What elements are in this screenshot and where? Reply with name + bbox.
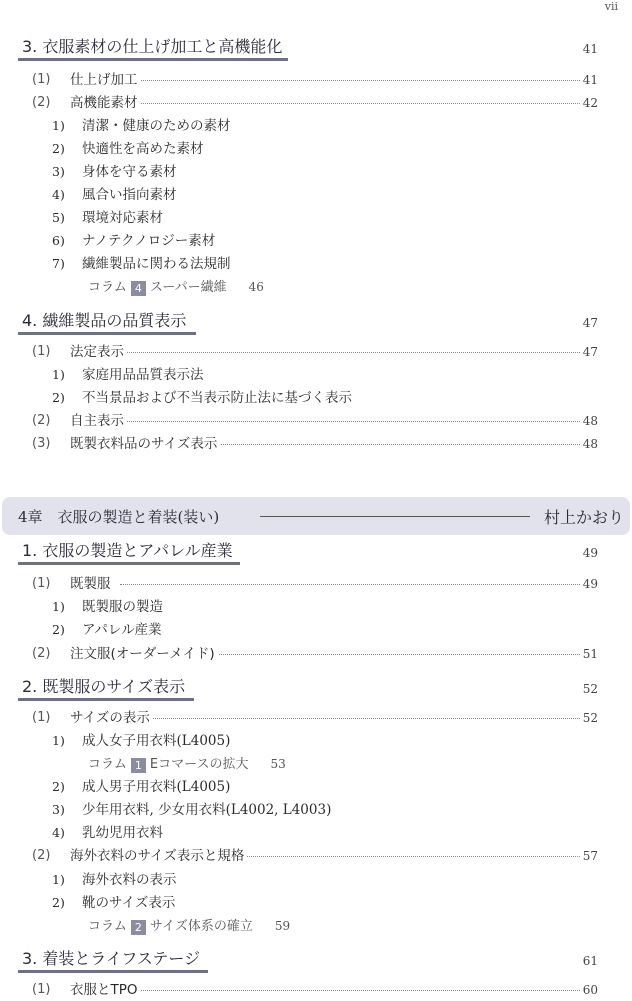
page-number: 42 [580,92,598,114]
toc-col-row[interactable] [0,915,632,937]
toc-item-row[interactable] [0,230,632,252]
subsection-title: 自主表示 [70,410,127,432]
column-label: コラム [88,280,127,295]
toc-item-row[interactable] [0,799,632,821]
item-title: 成人女子用衣料(L4005) [82,733,231,749]
page-number: 48 [580,410,598,432]
column-label: コラム [88,757,127,772]
item-title: 家庭用品品質表示法 [82,367,204,383]
item-title: 快適性を高めた素材 [82,141,204,157]
toc-item-row[interactable] [0,387,632,409]
page-number: 52 [580,707,598,729]
toc-item-row[interactable] [0,730,632,752]
toc-sub-row[interactable] [0,410,632,432]
item-title: 乳幼児用衣料 [82,825,163,841]
subsection-number: (2) [32,848,51,863]
column-label: コラム [88,919,127,934]
item-title: 身体を守る素材 [82,164,177,180]
subsection-number: (3) [32,436,51,451]
subsection-number: (1) [32,344,51,359]
toc-sub-row[interactable] [0,92,632,114]
item-number: 2) [52,622,65,637]
toc-sub-row[interactable] [0,573,632,595]
item-title: 繊維製品に関わる法規制 [82,256,231,272]
subsection-title: 海外衣料のサイズ表示と規格 [70,845,247,867]
toc-sub-row[interactable] [0,979,632,1001]
dot-leader [120,421,592,422]
subsection-number: (2) [32,95,51,110]
toc-item-row[interactable] [0,138,632,160]
item-number: 1) [52,733,65,748]
chapter-author: 村上かおり [543,508,624,527]
toc-sec-row[interactable] [0,678,632,700]
item-number: 7) [52,256,65,271]
subsection-number: (1) [32,72,51,87]
item-number: 5) [52,210,65,225]
item-title: 既製服の製造 [82,599,163,615]
subsection-number: (1) [32,576,51,591]
dot-leader [120,990,592,991]
item-number: 2) [52,895,65,910]
item-number: 1) [52,599,65,614]
item-title: 風合い指向素材 [82,187,177,203]
toc-col-row[interactable] [0,753,632,775]
toc-item-row[interactable] [0,207,632,229]
toc-sub-row[interactable] [0,643,632,665]
item-title: アパレル産業 [82,622,162,638]
column-entry [88,276,264,299]
column-title: スーパー繊維 [149,280,227,295]
toc-sub-row[interactable] [0,69,632,91]
dot-leader [120,584,592,585]
subsection-number: (2) [32,646,51,661]
section-title: 2. 既製服のサイズ表示 [22,677,186,696]
subsection-title: 既製衣料品のサイズ表示 [70,433,220,455]
column-title: サイズ体系の確立 [149,919,253,934]
section-underline [18,562,240,565]
item-number: 4) [52,825,65,840]
column-entry [88,753,286,776]
toc-item-row[interactable] [0,869,632,891]
page-number: 49 [580,542,598,564]
item-title: 靴のサイズ表示 [82,895,176,911]
toc-sec-row[interactable] [0,950,632,972]
item-title: 海外衣料の表示 [82,872,177,888]
toc-item-row[interactable] [0,184,632,206]
toc-sub-row[interactable] [0,707,632,729]
toc-sec-row[interactable] [0,312,632,334]
item-title: 清潔・健康のための素材 [82,118,231,134]
subsection-title: 仕上げ加工 [70,69,141,91]
page-number: 41 [580,69,598,91]
item-title: ナノテクノロジー素材 [82,233,216,249]
dot-leader [120,352,592,353]
toc-item-row[interactable] [0,161,632,183]
subsection-title: 注文服(オーダーメイド) [70,643,218,665]
chapter-rule [260,516,530,517]
item-number: 1) [52,367,65,382]
section-underline [18,58,288,61]
item-number: 2) [52,141,65,156]
toc-col-row[interactable] [0,276,632,298]
section-underline [18,698,194,701]
column-number-badge: 2 [131,920,146,935]
page-number: 49 [580,573,598,595]
item-number: 6) [52,233,65,248]
item-title: 少年用衣料, 少女用衣料(L4002, L4003) [82,802,332,818]
column-page: 46 [248,280,264,294]
item-number: 2) [52,779,65,794]
toc-sub-row[interactable] [0,433,632,455]
toc-item-row[interactable] [0,822,632,844]
column-number-badge: 1 [131,758,146,773]
toc-sec-row[interactable] [0,542,632,564]
subsection-number: (2) [32,413,51,428]
dot-leader [120,80,592,81]
toc-item-row[interactable] [0,253,632,275]
column-page: 53 [270,757,286,771]
item-title: 環境対応素材 [82,210,163,226]
subsection-title: 法定表示 [70,341,127,363]
page-number: 52 [580,678,598,700]
toc-sub-row[interactable] [0,845,632,867]
item-title: 成人男子用衣料(L4005) [82,779,231,795]
page-number: 51 [580,643,598,665]
chapter-header [2,497,630,535]
section-title: 3. 衣服素材の仕上げ加工と高機能化 [22,37,283,56]
toc-item-row[interactable] [0,596,632,618]
subsection-title: サイズの表示 [70,707,153,729]
chapter-title: 4章 衣服の製造と着装(装い) [18,508,220,526]
page-number: 48 [580,433,598,455]
toc-item-row[interactable] [0,115,632,137]
column-title: Eコマースの拡大 [149,757,249,772]
item-title: 不当景品および不当表示防止法に基づく表示 [82,390,352,406]
toc-item-row[interactable] [0,619,632,641]
toc-sub-row[interactable] [0,341,632,363]
page-number: 57 [580,845,598,867]
item-number: 3) [52,164,65,179]
page-number: 41 [580,38,598,60]
column-page: 59 [274,919,291,933]
page-number: 47 [580,312,598,334]
toc-item-row[interactable] [0,892,632,914]
toc-sec-row[interactable] [0,38,632,60]
dot-leader [120,103,592,104]
subsection-number: (1) [32,710,51,725]
subsection-number: (1) [32,982,51,997]
page-number: 47 [580,341,598,363]
section-underline [18,332,196,335]
page-number: vii [604,0,618,13]
column-number-badge: 4 [131,281,146,296]
item-number: 3) [52,802,65,817]
page-number: 61 [580,950,598,972]
dot-leader [120,718,592,719]
section-underline [18,970,208,973]
subsection-title: 既製服 [70,573,114,595]
section-title: 1. 衣服の製造とアパレル産業 [22,541,233,560]
subsection-title: 衣服とTPO [70,979,141,1001]
page-number: 60 [580,979,598,1001]
column-entry [88,915,290,938]
item-number: 4) [52,187,65,202]
item-number: 1) [52,872,65,887]
item-number: 1) [52,118,65,133]
toc-item-row[interactable] [0,776,632,798]
toc-item-row[interactable] [0,364,632,386]
section-title: 4. 繊維製品の品質表示 [22,311,187,330]
subsection-title: 高機能素材 [70,92,141,114]
section-title: 3. 着装とライフステージ [22,949,201,968]
item-number: 2) [52,390,65,405]
